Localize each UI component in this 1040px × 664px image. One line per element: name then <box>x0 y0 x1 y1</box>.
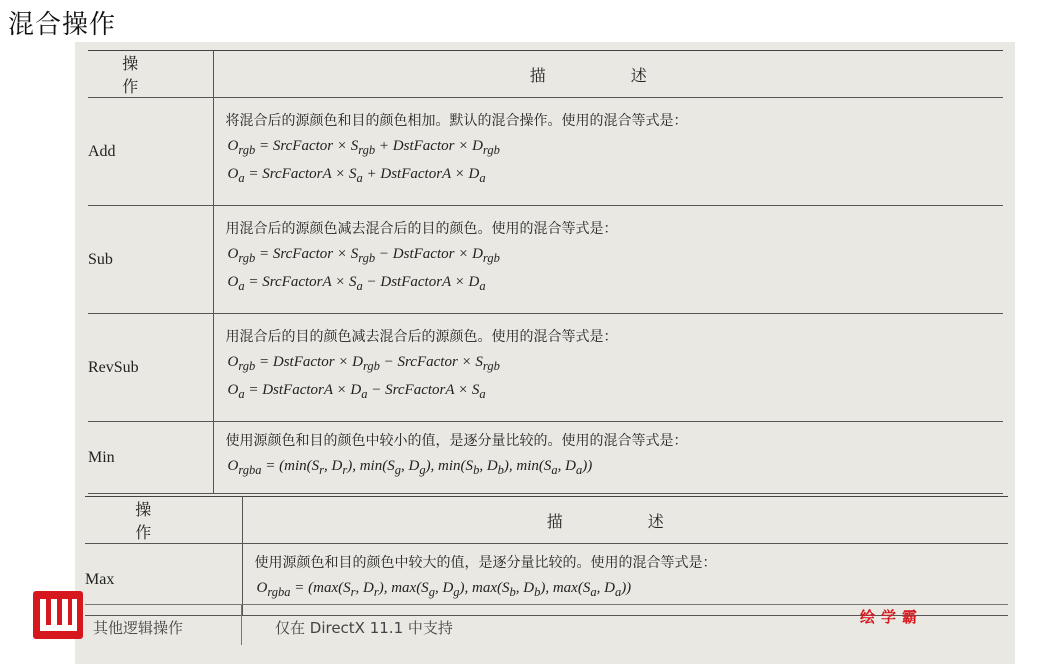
op-description: 用混合后的源颜色减去混合后的目的颜色。使用的混合等式是： <box>225 220 618 237</box>
header-op: 操 作 <box>85 497 242 544</box>
blend-formula: $O_a$ = SrcFactorA × $S_a$ − DstFactorA × $D_a$ <box>227 273 486 293</box>
op-description: 使用源颜色和目的颜色中较大的值，是逐分量比较的。使用的混合等式是： <box>254 554 717 571</box>
blend-formula: $O_{rgb}$ = DstFactor × $D_{rgb}$ − SrcFactor × $S_{rgb}$ <box>227 353 500 373</box>
page-title: 混合操作 <box>8 10 117 40</box>
blend-formula: $O_{rgb}$ = SrcFactor × $S_{rgb}$ + DstFactor × $D_{rgb}$ <box>227 137 500 157</box>
blend-formula: $O_{rgba} = (\max(S_r$, $D_r$), $\max(S_g$, $D_g$), $\max(S_b$, $D_b$), $\max(S_a$, $D_a$)) <box>256 579 632 599</box>
column-divider <box>241 605 242 645</box>
partial-row-op: 其他逻辑操作 <box>93 619 184 637</box>
op-name-cell: Sub <box>88 206 213 314</box>
brand-text: 绘学霸 <box>860 608 924 626</box>
table-header-row <box>88 51 1003 98</box>
op-name-cell: Add <box>88 98 213 206</box>
blend-formula: $O_a$ = SrcFactorA × $S_a$ + DstFactorA × $D_a$ <box>227 165 486 185</box>
op-name-cell: Max <box>85 544 242 616</box>
brand-logo-icon <box>33 591 83 639</box>
op-desc-cell <box>213 314 1003 422</box>
header-desc: 描 述 <box>242 497 1008 544</box>
partial-row-desc: 仅在 DirectX 11.1 中支持 <box>275 619 453 637</box>
op-description: 使用源颜色和目的颜色中较小的值，是逐分量比较的。使用的混合等式是： <box>225 432 688 449</box>
op-name-cell: Min <box>88 422 213 494</box>
op-description: 用混合后的目的颜色减去混合后的源颜色。使用的混合等式是： <box>225 328 618 345</box>
op-desc-cell <box>213 206 1003 314</box>
header-desc: 描 述 <box>213 51 1003 98</box>
blend-formula: $O_{rgba} = (\min(S_r$, $D_r$), $\min(S_g$, $D_g$), $\min(S_b$, $D_b$), $\min(S_a$, $D_a$)) <box>227 457 593 477</box>
table-row <box>88 206 1003 314</box>
table-row <box>88 314 1003 422</box>
header-op: 操 作 <box>88 51 213 98</box>
blend-op-table <box>88 50 1003 494</box>
table-row <box>88 422 1003 494</box>
op-description: 将混合后的源颜色和目的颜色相加。默认的混合操作。使用的混合等式是： <box>225 112 688 129</box>
op-desc-cell <box>213 98 1003 206</box>
op-desc-cell <box>213 422 1003 494</box>
table-header-row <box>85 497 1008 544</box>
blend-formula: $O_{rgb}$ = SrcFactor × $S_{rgb}$ − DstFactor × $D_{rgb}$ <box>227 245 500 265</box>
blend-formula: $O_a$ = DstFactorA × $D_a$ − SrcFactorA × $S_a$ <box>227 381 486 401</box>
table-row <box>88 98 1003 206</box>
blend-op-table-continued <box>85 496 1008 616</box>
op-name-cell: RevSub <box>88 314 213 422</box>
